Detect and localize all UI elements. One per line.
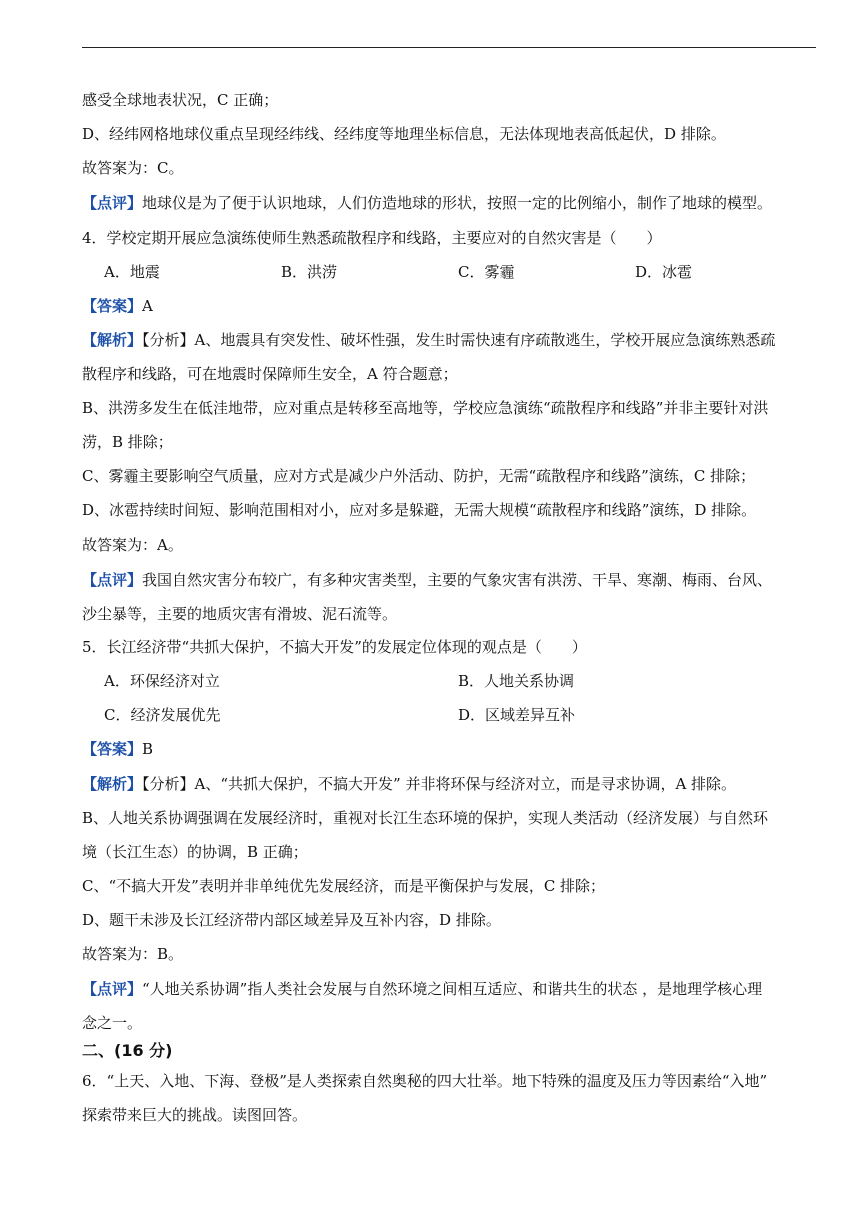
question-5: 5．长江经济带“共抓大保护，不搞大开发”的发展定位体现的观点是（ ） [82,638,587,656]
section-heading: 二、(16 分) [82,1041,173,1060]
review-tag: 【点评】 [82,571,143,589]
question-6: 6．“上天、入地、下海、登极”是人类探索自然奥秘的四大壮举。地下特殊的温度及压力等因素给“入地” [82,1072,768,1090]
q5-option-a: A．环保经济对立 [104,672,220,690]
text-line: 沙尘暴等，主要的地质灾害有滑坡、泥石流等。 [82,605,398,623]
text-line: C、“不搞大开发”表明并非单纯优先发展经济，而是平衡保护与发展，C 排除； [82,877,606,895]
text-line: C、雾霾主要影响空气质量，应对方式是减少户外活动、防护，无需“疏散程序和线路”演练，C 排除； [82,467,756,485]
text-line: 探索带来巨大的挑战。读图回答。 [82,1106,308,1124]
q4-option-b: B．洪涝 [281,263,338,281]
q5-answer [82,739,818,759]
q5-review [82,979,818,999]
text-line: 故答案为：A。 [82,536,183,554]
text-line: D、冰雹持续时间短、影响范围相对小，应对多是躲避，无需大规模“疏散程序和线路”演练，D 排除。 [82,501,757,519]
text-line: B、洪涝多发生在低洼地带，应对重点是转移至高地等，学校应急演练“疏散程序和线路”并非主要针对洪 [82,399,769,417]
q5-option-b: B．人地关系协调 [458,672,575,690]
explanation-text: 【分析】A、“共抓大保护，不搞大开发” 并非将环保与经济对立，而是寻求协调，A 排除。 [142,775,737,793]
text-line: 感受全球地表状况，C 正确； [82,91,279,109]
text-line: 故答案为：B。 [82,945,184,963]
review-tag: 【点评】 [82,980,143,998]
explanation-text: 【分析】A、地震具有突发性、破坏性强，发生时需快速有序疏散逃生，学校开展应急演练熟悉疏 [142,331,776,349]
text-line: 散程序和线路，可在地震时保障师生安全，A 符合题意； [82,365,458,383]
q4-option-a: A．地震 [104,263,160,281]
text-line: 故答案为：C。 [82,159,184,177]
text-line: 境（长江生态）的协调，B 正确； [82,843,308,861]
review-text: 我国自然灾害分布较广，有多种灾害类型，主要的气象灾害有洪涝、干旱、寒潮、梅雨、台风、 [142,571,773,589]
q4-answer [82,296,818,316]
text-line: D、题干未涉及长江经济带内部区域差异及互补内容，D 排除。 [82,911,501,929]
text-line: 涝，B 排除； [82,433,173,451]
answer-tag: 【答案】 [82,297,143,315]
review-line [82,193,818,213]
explanation-tag: 【解析】 [82,775,143,793]
question-4: 4．学校定期开展应急演练使师生熟悉疏散程序和线路，主要应对的自然灾害是（ ） [82,229,662,247]
q5-option-c: C．经济发展优先 [104,706,221,724]
q5-explanation [82,774,818,794]
text-line: 念之一。 [82,1014,143,1032]
answer-tag: 【答案】 [82,740,143,758]
review-text: 地球仪是为了便于认识地球，人们仿造地球的形状，按照一定的比例缩小，制作了地球的模型。 [142,194,773,212]
answer-value: B [142,740,154,758]
q4-explanation [82,330,818,350]
header-rule [82,47,816,48]
review-tag: 【点评】 [82,194,143,212]
explanation-tag: 【解析】 [82,331,143,349]
text-line: D、经纬网格地球仪重点呈现经纬线、经纬度等地理坐标信息，无法体现地表高低起伏，D 排除。 [82,125,726,143]
answer-value: A [142,297,153,315]
q4-option-d: D．冰雹 [635,263,693,281]
q5-option-d: D．区域差异互补 [458,706,576,724]
review-text: “人地关系协调”指人类社会发展与自然环境之间相互适应、和谐共生的状态 ，是地理学核心理 [142,980,763,998]
q4-option-c: C．雾霾 [458,263,515,281]
q4-review [82,570,818,590]
text-line: B、人地关系协调强调在发展经济时，重视对长江生态环境的保护，实现人类活动（经济发展）与自然环 [82,809,769,827]
